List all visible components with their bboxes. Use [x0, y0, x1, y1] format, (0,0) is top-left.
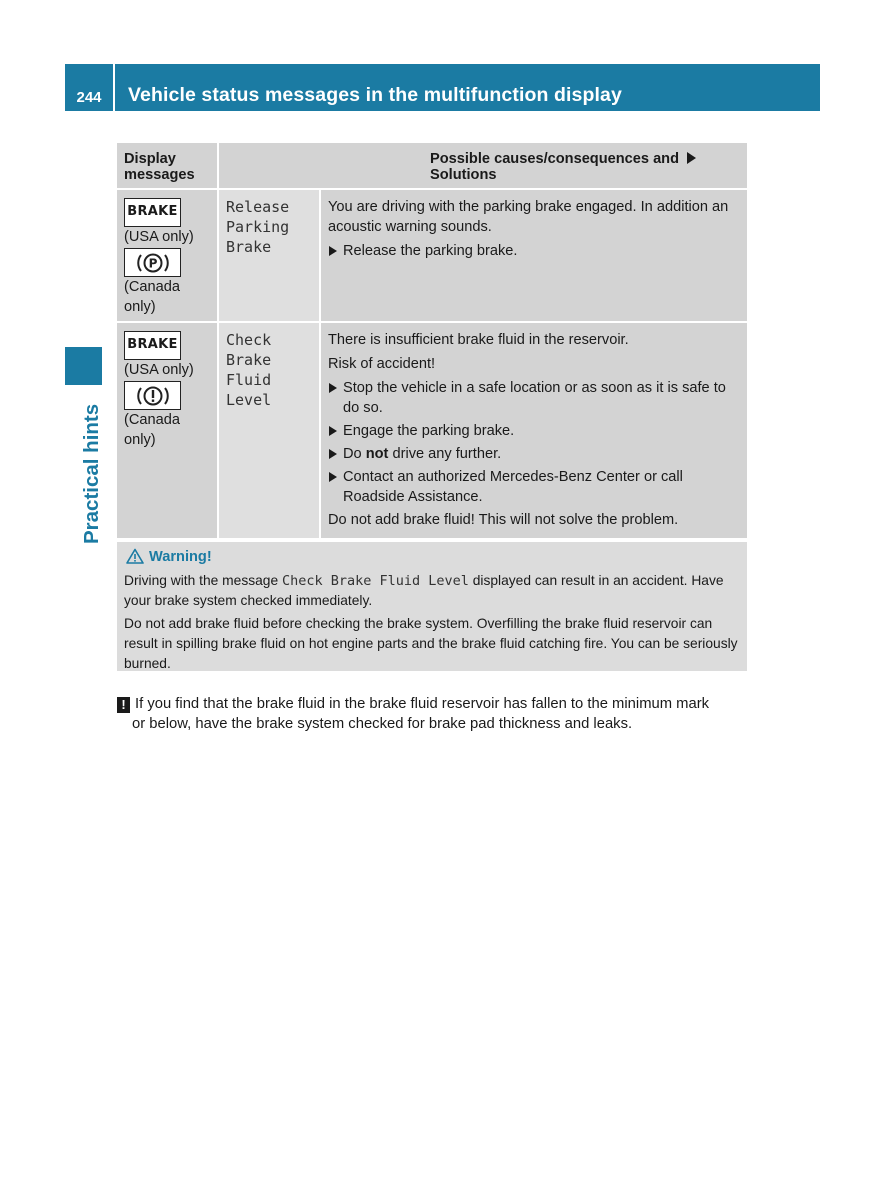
warning-triangle-icon: [126, 548, 144, 564]
cause-text: You are driving with the parking brake engaged. In addition an acoustic warning sounds.: [328, 199, 729, 235]
action-item: Engage the parking brake.: [328, 421, 740, 441]
table-header-row: [117, 143, 747, 189]
arrow-icon: [687, 152, 696, 164]
warning-paragraph: Do not add brake fluid before checking the brake system. Overfilling the brake fluid reservoir can result in spilling brake fluid on hot engine parts and the brake fluid catching fire. You can be seriously burned.: [124, 616, 738, 671]
page-header: [65, 64, 820, 111]
table-row: [117, 322, 747, 538]
display-icons-cell: [117, 322, 218, 538]
warning-heading: Warning!: [126, 547, 740, 571]
risk-text: Risk of accident!: [328, 356, 436, 372]
page-number: 244: [65, 64, 115, 111]
display-message-cell: [218, 189, 320, 322]
icon-caption: only): [124, 299, 156, 315]
message-line: Check: [226, 331, 272, 349]
message-line: Brake: [226, 351, 272, 369]
brake-warning-icon: BRAKE: [124, 331, 181, 360]
icon-caption: (Canada: [124, 279, 180, 295]
column-header-display: Display messages: [117, 143, 218, 189]
table-row: [117, 189, 747, 322]
brake-fluid-warning-icon: [124, 381, 181, 410]
message-line: Fluid: [226, 371, 272, 389]
section-label: Practical hints: [80, 403, 103, 544]
action-item: Do not drive any further.: [328, 444, 740, 464]
icon-caption: (Canada: [124, 412, 180, 428]
cause-text: There is insufficient brake fluid in the reservoir.: [328, 332, 629, 348]
column-header-causes: [218, 143, 747, 189]
solutions-label: Solutions: [430, 167, 497, 183]
causes-label: Possible causes/consequences and: [430, 151, 680, 167]
section-tab-marker: [65, 347, 102, 385]
action-item: Release the parking brake.: [328, 241, 740, 261]
warning-paragraph: Driving with the message Check Brake Fluid Level displayed can result in an accident. Have your brake system checked immediately.: [124, 573, 724, 608]
exclamation-icon: !: [117, 697, 130, 713]
message-line: Brake: [226, 238, 272, 256]
page-title: Vehicle status messages in the multifunction display: [128, 84, 622, 106]
causes-solutions-cell: [320, 189, 747, 322]
icon-caption: (USA only): [124, 362, 194, 378]
status-message-table: [117, 143, 747, 538]
message-line: Parking: [226, 218, 290, 236]
parking-brake-icon: [124, 248, 181, 277]
action-item: Contact an authorized Mercedes-Benz Center or call Roadside Assistance.: [328, 467, 740, 507]
footer-text: Do not add brake fluid! This will not solve the problem.: [328, 512, 679, 528]
svg-text:P: P: [148, 256, 157, 271]
icon-caption: (USA only): [124, 229, 194, 245]
brake-warning-icon: BRAKE: [124, 198, 181, 227]
display-icons-cell: [117, 189, 218, 322]
message-line: Level: [226, 391, 272, 409]
icon-caption: only): [124, 432, 156, 448]
causes-solutions-cell: [320, 322, 747, 538]
display-message-cell: [218, 322, 320, 538]
action-item: Stop the vehicle in a safe location or as soon as it is safe to do so.: [328, 378, 740, 418]
note-paragraph: ! If you find that the brake fluid in the brake fluid reservoir has fallen to the minimum mark or below, have the brake system checked for brake pad thickness and leaks.: [117, 694, 757, 734]
message-line: Release: [226, 198, 290, 216]
warning-box: [117, 542, 747, 671]
